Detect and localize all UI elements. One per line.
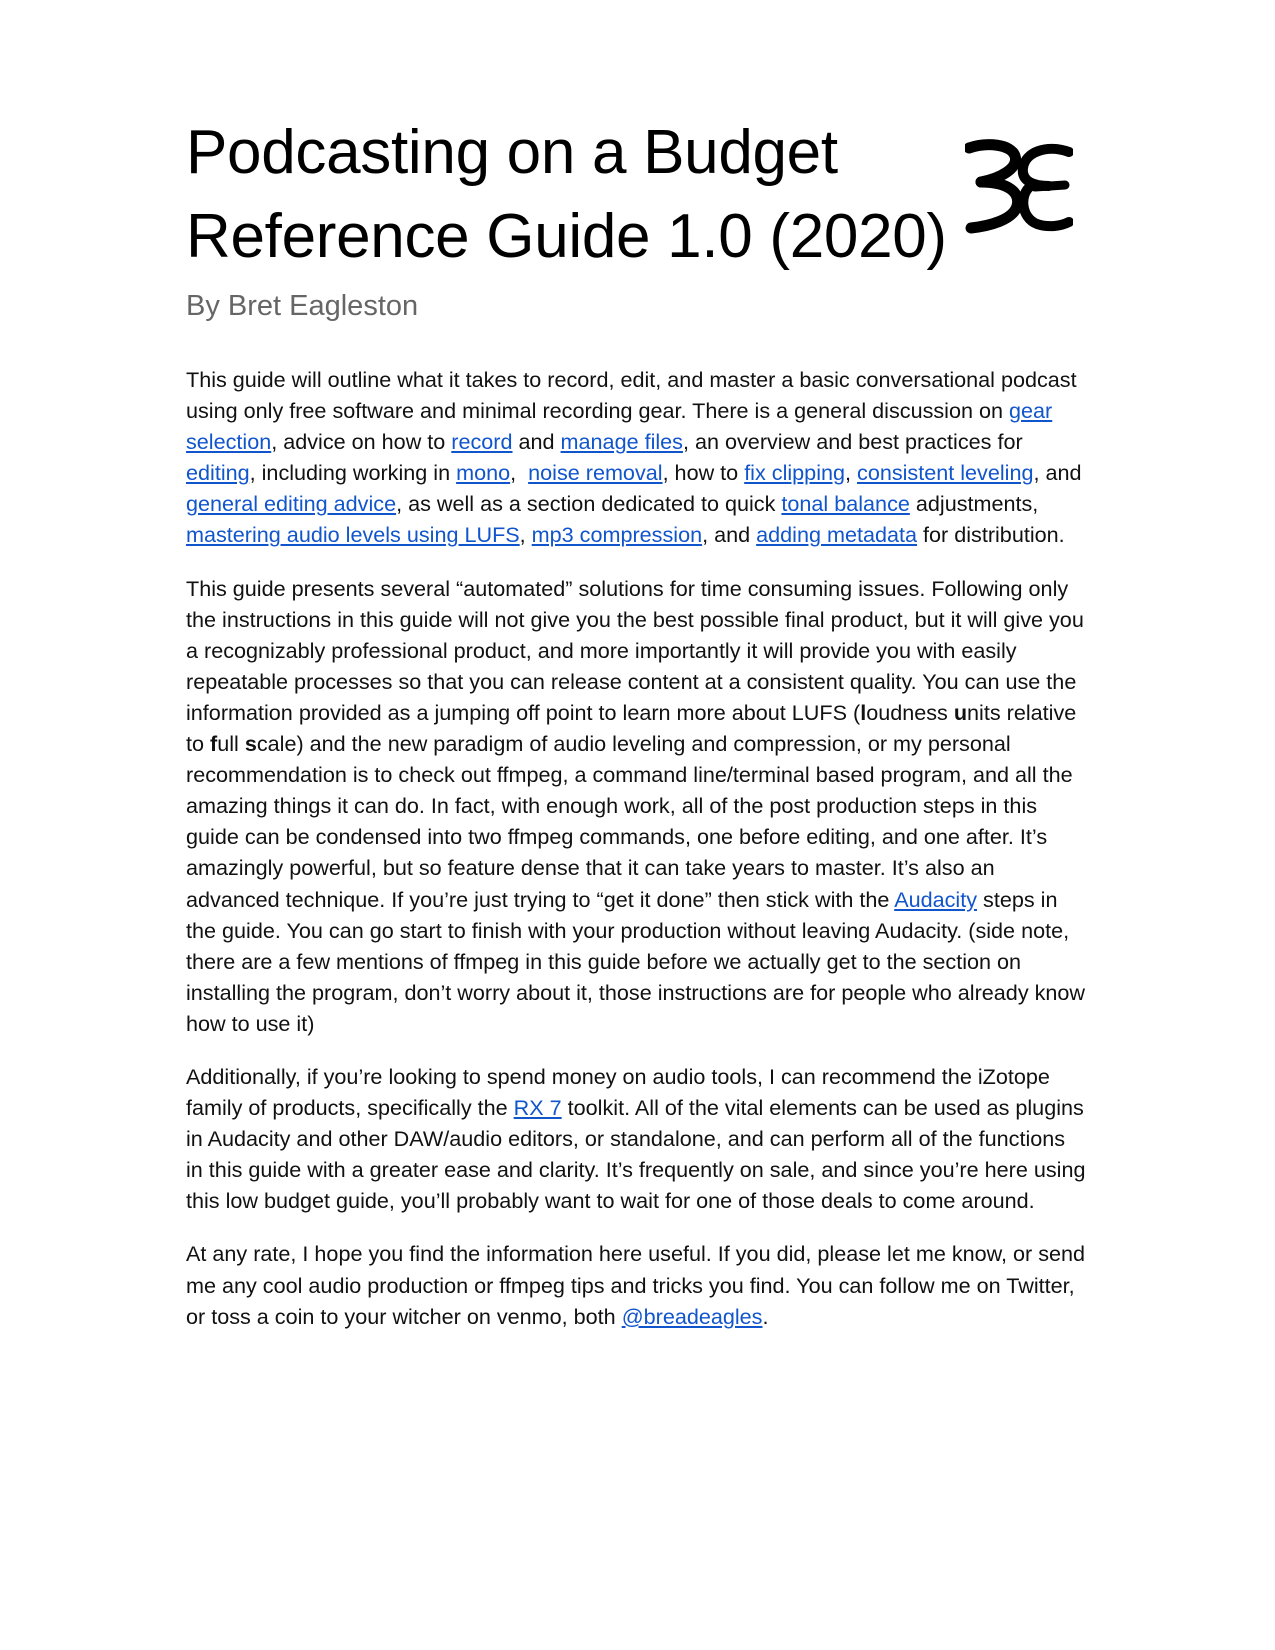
bold-letter: l [860,699,867,725]
rx7-link[interactable]: RX 7 [513,1095,562,1121]
document-page [186,0,1086,1650]
text-run: , and [702,522,757,548]
text-run: ull [217,731,245,757]
text-run: , advice on how to [271,429,452,455]
text-run: , how to [662,460,745,486]
document-title [186,111,947,279]
bold-letter: u [953,699,968,725]
document-body [186,364,1086,1354]
author-byline: By Bret Eagleston [186,290,419,322]
text-run: steps in the guide. You can go start to finish with your production without leaving Audacity. (side note, there are a few mentions of ffmpeg in this guide before we actually get to the section on installing the program, don’t worry about it, those instructions are for people who already know how to use it) [186,886,1086,1036]
tonal-balance-link[interactable]: tonal balance [781,491,910,517]
text-run: This guide presents several “automated” solutions for time consuming issues. Following only the instructions in this guide will not give you the best possible final product, but it will give you a recognizably professional product, and more importantly it will provide you with easily repeatable processes so that you can release content at a consistent quality. You can use the information provided as a jumping off point to learn more about LUFS ( [186,575,1084,725]
text-run: Additionally, if you’re looking to spend money on audio tools, I can recommend the iZotope family of products, specifically the [186,1063,1050,1121]
title-line-1: Podcasting on a Budget [186,118,838,187]
automation-paragraph [186,573,1086,1039]
noise-removal-link[interactable]: noise removal [528,460,663,486]
text-run: This guide will outline what it takes to record, edit, and master a basic conversational podcast using only free software and minimal recording gear. There is a general discussion on [186,367,1077,424]
bold-letter: f [210,731,218,757]
text-run: , as well as a section dedicated to quick [396,491,782,517]
intro-paragraph [186,364,1086,551]
text-run: toolkit. All of the vital elements can be used as plugins in Audacity and other DAW/audio editors, or standalone, and can perform all of the functions in this guide with a greater ease and clarity. It’s frequently on sale, and since you’re here using this low budget guide, you’ll probably want to wait for one of those deals to come around. [186,1095,1086,1214]
text-run: nits relative to [186,699,1077,757]
editing-link[interactable]: editing [186,460,250,486]
be-monogram-logo-icon [965,138,1073,238]
text-run: for distribution. [917,522,1065,548]
izotope-paragraph [186,1061,1086,1216]
consistent-leveling-link[interactable]: consistent leveling [857,460,1034,486]
text-run: and [512,429,561,455]
bold-letter: s [244,731,257,757]
fix-clipping-link[interactable]: fix clipping [744,460,846,486]
adding-metadata-link[interactable]: adding metadata [756,522,918,548]
text-run: , and [1033,460,1082,486]
mp3-compression-link[interactable]: mp3 compression [531,522,703,548]
text-run: , [510,460,529,486]
title-line-2: Reference Guide 1.0 (2020) [186,202,947,271]
text-run: , [519,522,532,548]
manage-files-link[interactable]: manage files [560,429,683,455]
text-run: . [762,1303,769,1329]
text-run: adjustments, [909,491,1039,517]
mastering-lufs-link[interactable]: mastering audio levels using LUFS [186,522,520,548]
general-editing-advice-link[interactable]: general editing advice [186,491,397,517]
text-run: At any rate, I hope you find the information here useful. If you did, please let me know, or send me any cool audio production or ffmpeg tips and tricks you find. You can follow me on Twitter, or toss a coin to your witcher on venmo, both [186,1241,1086,1329]
closing-paragraph [186,1238,1086,1331]
text-run: oudness [866,699,954,725]
mono-link[interactable]: mono [456,460,511,486]
text-run: , an overview and best practices for [682,429,1023,455]
text-run: cale) and the new paradigm of audio leveling and compression, or my personal recommendation is to check out ffmpeg, a command line/terminal based program, and all the amazing things it can do. In fact, with enough work, all of the post production steps in this guide can be condensed into two ffmpeg commands, one before editing, and one after. It’s amazingly powerful, but so feature dense that it can take years to master. It’s also an advanced technique. If you’re just trying to “get it done” then stick with the [186,731,1073,912]
text-run: , including working in [249,460,457,486]
audacity-link[interactable]: Audacity [894,886,978,912]
breadeagles-handle-link[interactable]: @breadeagles [621,1303,763,1329]
record-link[interactable]: record [451,429,513,455]
text-run: , [845,460,858,486]
gear-selection-link[interactable]: gear selection [186,398,1053,455]
